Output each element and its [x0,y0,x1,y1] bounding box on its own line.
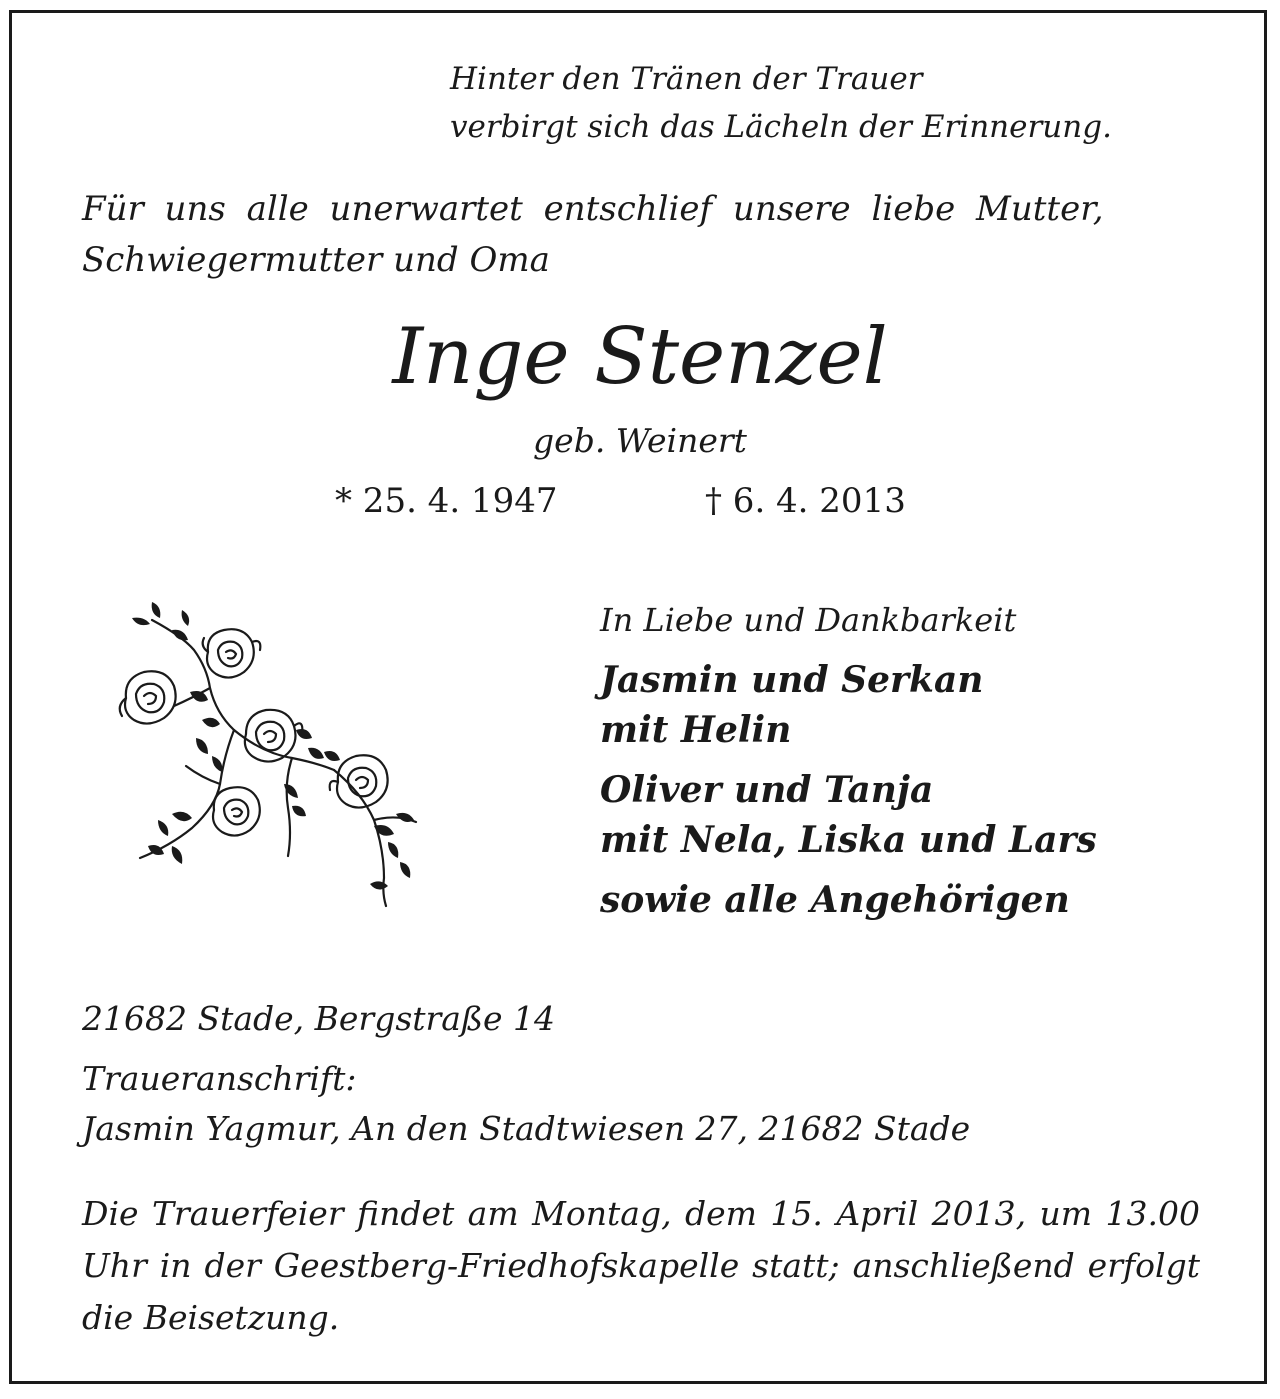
mourner-line: mit Helin [600,709,792,751]
intro-line-1: Für uns alle unerwartet entschlief unsere liebe Mutter, [82,189,1104,229]
mourner-line: Oliver und Tanja [600,769,934,811]
ceremony-text: Die Trauerfeier findet am Montag, dem 15. April 2013, um 13.00 Uhr in der Geestberg-Friedhofskapelle statt; anschließend erfolgt die Beisetzung. [82,1194,1200,1337]
home-address: 21682 Stade, Bergstraße 14 [82,999,556,1038]
deceased-name: Inge Stenzel [392,312,888,402]
motto-line-2: verbirgt sich das Lächeln der Erinnerung. [450,109,1112,145]
mourners-intro: In Liebe und Dankbarkeit [600,601,1017,639]
mourner-line: mit Nela, Liska und Lars [600,819,1097,861]
mourner-line: Jasmin und Serkan [600,659,984,701]
contact-address: Jasmin Yagmur, An den Stadtwiesen 27, 21682 Stade [82,1109,971,1148]
death-date: † 6. 4. 2013 [705,481,906,521]
mourner-line: sowie alle Angehörigen [600,879,1070,921]
motto-line-1: Hinter den Tränen der Trauer [450,61,923,97]
roses-illustration-icon [112,588,442,918]
birth-name: geb. Weinert [533,421,747,460]
contact-label: Traueranschrift: [82,1059,357,1098]
intro-line-2: Schwiegermutter und Oma [82,240,550,280]
birth-date: * 25. 4. 1947 [335,481,558,521]
